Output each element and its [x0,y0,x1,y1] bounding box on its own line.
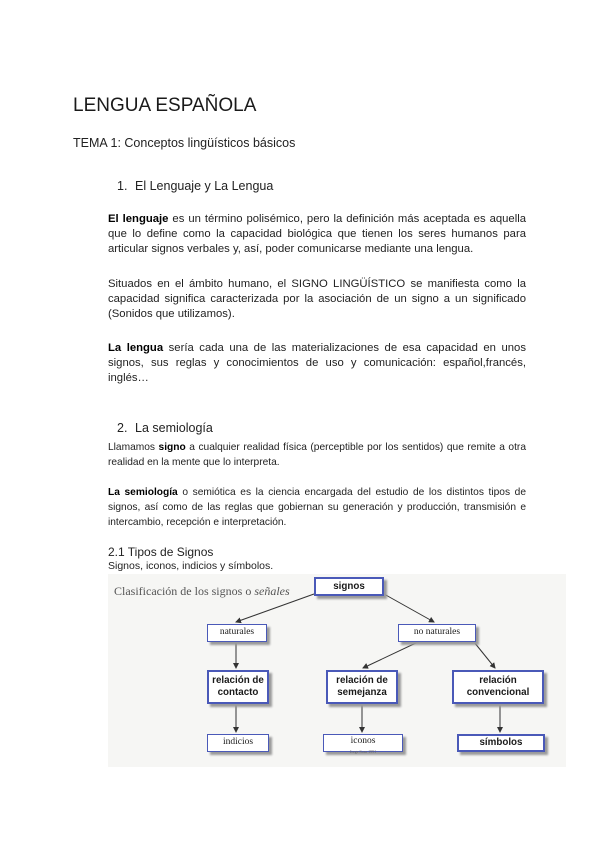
bold-term: signo [158,442,186,453]
box-indicios: indicios [207,734,269,752]
bold-term: La semiología [108,487,178,498]
paragraph-text: es un término polisémico, pero la definición más aceptada es aquella que lo define como la capacidad biológica que tienen los seres humanos para articular signos verbales y, así, poder comunicarse mediante una lengua. [108,213,526,255]
box-relacion-convencional: relación convencional [452,670,544,704]
box-relacion-contacto: relación de contacto [207,670,269,704]
page-title: LENGUA ESPAÑOLA [73,95,257,116]
subsection-heading: 2.1 Tipos de Signos [108,545,214,559]
box-naturales: naturales [207,624,267,642]
bold-term: La lengua [108,342,164,354]
section-heading-text: El Lenguaje y La Lengua [135,179,274,193]
signs-classification-diagram [108,574,566,767]
bold-term: El lenguaje [108,213,169,225]
box-relacion-semejanza: relación de semejanza [326,670,398,704]
paragraph-lenguaje [108,212,526,257]
arrow-no-naturales-semejanza [363,642,418,668]
subsection-description: Signos, iconos, indicios y símbolos. [108,560,274,572]
section-heading-2 [117,421,213,435]
box-signos: signos [314,577,384,596]
box-no-naturales: no naturales [398,624,476,642]
arrow-no-naturales-convencional [474,642,495,668]
section-number: 1. [117,179,128,193]
diagram-title: Clasificación de los signos o señales [114,584,290,598]
section-number: 2. [117,421,128,435]
arrow-signos-naturales [236,594,314,622]
section-heading-text: La semiología [135,421,213,435]
paragraph-signo-linguistico [108,277,526,322]
topic-title: TEMA 1: Conceptos lingüísticos básicos [73,136,296,150]
paragraph-text: Situados en el ámbito humano, el SIGNO LINGÜÍSTICO se manifiesta como la capacidad significa caracterizada por la asociación de un signo a un significado (Sonidos que utilizamos). [108,278,526,320]
paragraph-lengua [108,341,526,386]
paragraph-text: Llamamos [108,442,159,453]
iconos-label: iconos [350,736,376,746]
arrow-signos-no-naturales [384,594,434,622]
paragraph-text: sería cada una de las materializaciones de esa capacidad en unos signos, sus reglas y conocimientos de uso y comunicación: español,francés, inglés… [108,342,526,384]
paragraph-text: a cualquier realidad física (perceptible por los sentidos) que remite a otra realidad en la mente que lo interpreta. [108,442,526,468]
paragraph-semiologia [108,485,526,530]
paragraph-signo [108,440,526,470]
section-heading-1 [117,179,273,193]
paragraph-text: o semiótica es la ciencia encargada del estudio de los distintos tipos de signos, así como de las reglas que gobiernan su generación y producción, transmisión e intercambio, recepción e interpretación. [108,487,527,528]
box-simbolos: símbolos [457,734,545,752]
iconos-note: Jorge Sosa 1991 [349,749,377,754]
box-iconos [323,734,403,752]
